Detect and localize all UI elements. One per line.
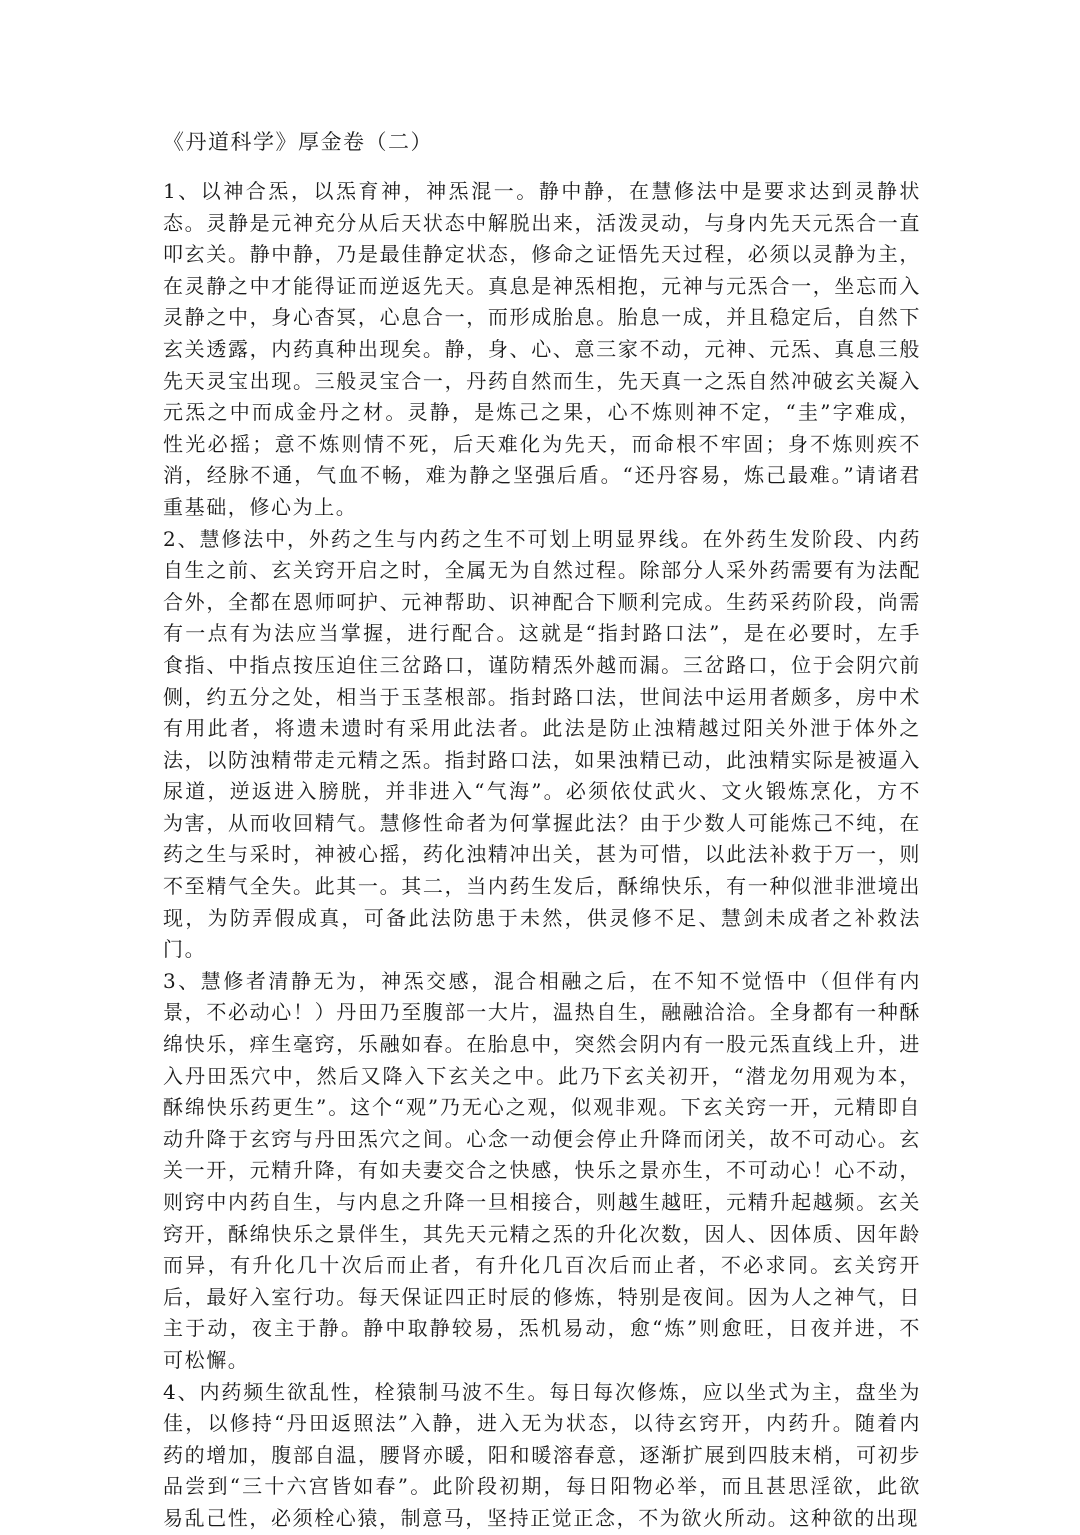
paragraph-3: 3、慧修者清静无为，神炁交感，混合相融之后，在不知不觉悟中（但伴有内景，不必动心！）丹田乃至腹部一大片，温热自生，融融洽洽。全身都有一种酥绵快乐，痒生毫窍，乐融如春。在胎息中，突然会阴内有一股元炁直线上升，进入丹田炁穴中，然后又降入下玄关之中。此乃下玄关初开，“潜龙勿用观为本，酥绵快乐药更生”。这个“观”乃无心之观，似观非观。下玄关窍一开，元精即自动升降于玄窍与丹田炁穴之间。心念一动便会停止升降而闭关，故不可动心。玄关一开，元精升降，有如夫妻交合之快感，快乐之景亦生，不可动心！心不动，则窍中内药自生，与内息之升降一旦相接合，则越生越旺，元精升起越频。玄关窍开，酥绵快乐之景伴生，其先天元精之炁的升化次数，因人、因体质、因年龄而异，有升化几十次后而止者，有升化几百次后而止者，不必求同。玄关窍开后，最好入室行功。每天保证四正时辰的修炼，特别是夜间。因为人之神气，日主于动，夜主于静。静中取静较易，炁机易动，愈“炼”则愈旺，日夜并进，不可松懈。	[163, 968, 921, 1372]
paragraph-1: 1、以神合炁，以炁育神，神炁混一。静中静，在慧修法中是要求达到灵静状态。灵静是元神充分从后天状态中解脱出来，活泼灵动，与身内先天元炁合一直叩玄关。静中静，乃是最佳静定状态，修命之证悟先天过程，必须以灵静为主，在灵静之中才能得证而逆返先天。真息是神炁相抱，元神与元炁合一，坐忘而入灵静之中，身心杳冥，心息合一，而形成胎息。胎息一成，并且稳定后，自然下玄关透露，内药真种出现矣。静，身、心、意三家不动，元神、元炁、真息三般先天灵宝出现。三般灵宝合一，丹药自然而生，先天真一之炁自然冲破玄关凝入元炁之中而成金丹之材。灵静，是炼己之果，心不炼则神不定，“圭”字难成，性光必摇；意不炼则情不死，后天难化为先天，而命根不牢固；身不炼则疾不消，经脉不通，气血不畅，难为静之坚强后盾。“还丹容易，炼己最难。”请诸君重基础，修心为上。	[163, 179, 921, 519]
document-body	[163, 176, 921, 1535]
document-title: 《丹道科学》厚金卷（二）	[163, 130, 433, 154]
paragraph-2: 2、慧修法中，外药之生与内药之生不可划上明显界线。在外药生发阶段、内药自生之前、玄关窍开启之时，全属无为自然过程。除部分人采外药需要有为法配合外，全都在恩师呵护、元神帮助、识神配合下顺利完成。生药采药阶段，尚需有一点有为法应当掌握，进行配合。这就是“指封路口法”，是在必要时，左手食指、中指点按压迫住三岔路口，谨防精炁外越而漏。三岔路口，位于会阴穴前侧，约五分之处，相当于玉茎根部。指封路口法，世间法中运用者颇多，房中术有用此者，将遗未遗时有采用此法者。此法是防止浊精越过阳关外泄于体外之法，以防浊精带走元精之炁。指封路口法，如果浊精已动，此浊精实际是被逼入尿道，逆返进入膀胱，并非进入“气海”。必须依仗武火、文火锻炼烹化，方不为害，从而收回精气。慧修性命者为何掌握此法？由于少数人可能炼己不纯，在药之生与采时，神被心摇，药化浊精冲出关，甚为可惜，以此法补救于万一，则不至精气全失。此其一。其二，当内药生发后，酥绵快乐，有一种似泄非泄境出现，为防弄假成真，可备此法防患于未然，供灵修不足、慧剑未成者之补救法门。	[163, 526, 921, 962]
paragraph-4: 4、内药频生欲乱性，栓猿制马波不生。每日每次修炼，应以坐式为主，盘坐为佳，以修持“丹田返照法”入静，进入无为状态，以待玄窍开，内药升。随着内药的增加，腹部自温，腰肾亦暖，阳和暖溶春意，逐渐扩展到四肢末梢，可初步品尝到“三十六宫皆如春”。此阶段初期，每日阳物必举，而且甚思淫欲，此欲易乱己性，必须栓心猿，制意马，坚持正觉正念，不为欲火所动。这种欲的出现	[163, 1379, 921, 1530]
